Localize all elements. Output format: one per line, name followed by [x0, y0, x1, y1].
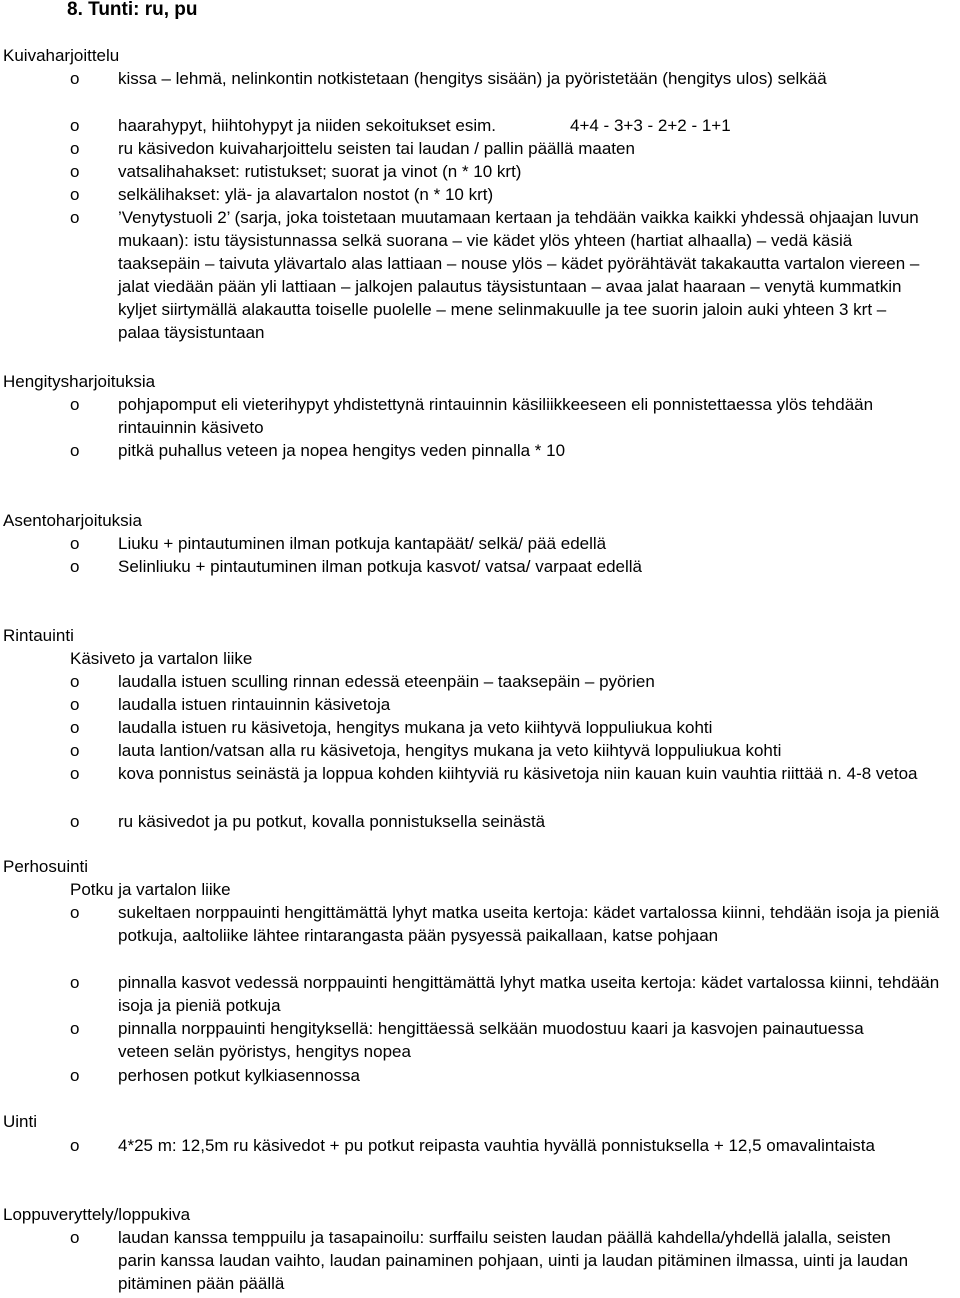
section-heading-hengitysharjoituksia: Hengitysharjoituksia — [3, 372, 156, 391]
bullet-icon: o — [70, 116, 80, 135]
bullet-icon: o — [70, 441, 80, 460]
bullet-icon: o — [70, 69, 80, 88]
section-heading-kuivaharjoittelu: Kuivaharjoittelu — [3, 46, 120, 65]
list-item-text: laudan kanssa temppuilu ja tasapainoilu: surffailu seisten laudan päällä kahdella/yhdellä jalalla, seisten parin kanssa laudan vaihto, laudan painaminen pohjaan, uinti ja laudan pitäminen ilmassa, uinti ja laudan pitäminen pään päällä — [118, 1228, 909, 1293]
section-heading-asentoharjoituksia: Asentoharjoituksia — [3, 511, 142, 530]
bullet-icon: o — [70, 973, 80, 992]
jump-sequence-text: 4+4 - 3+3 - 2+2 - 1+1 — [570, 116, 731, 135]
bullet-icon: o — [70, 1066, 80, 1085]
list-item-text: Liuku + pintautuminen ilman potkuja kantapäät/ selkä/ pää edellä — [118, 534, 607, 553]
list-item-text: laudalla istuen sculling rinnan edessä eteenpäin – taaksepäin – pyörien — [118, 672, 655, 691]
bullet-icon: o — [70, 741, 80, 760]
section-heading-uinti: Uinti — [3, 1112, 38, 1131]
bullet-icon: o — [70, 1228, 80, 1247]
list-item-text: 4*25 m: 12,5m ru käsivedot + pu potkut reipasta vauhtia hyvällä ponnistuksella + 12,5 omavalintaista — [118, 1136, 875, 1155]
list-item-text: sukeltaen norppauinti hengittämättä lyhyt matka useita kertoja: kädet vartalossa kiinni, tehdään isoja ja pieniä potkuja, aaltoliike lähtee rintarangasta pään pysyessä paikallaan, katse pohjaan — [118, 903, 940, 945]
page-title: 8. Tunti: ru, pu — [67, 0, 198, 20]
bullet-icon: o — [70, 208, 80, 227]
section-heading-loppuveryttely: Loppuveryttely/loppukiva — [3, 1205, 191, 1224]
list-item-text: selkälihakset: ylä- ja alavartalon nostot (n * 10 krt) — [118, 185, 494, 204]
list-item-text: ’Venytystuoli 2’ (sarja, joka toistetaan muutamaan kertaan ja tehdään vaikka kaikki yhdessä ohjaajan luvun mukaan): istu täysistunnassa selkä suorana – vie kädet ylös yhteen (hartiat alhaalla) – vedä käsiä taaksepäin – taivuta ylävartalo alas lattiaan – nouse ylös – kädet pyörähtävät takakautta vartalon viereen – jalat viedään pään yli lattiaan – jalkojen palautus täysistuntaan – avaa jalat haaraan – venytä kummatkin kyljet siirtymällä alakautta toiselle puolelle – mene selinmakuulle ja tee suorin jaloin auki yhteen 3 krt – palaa täysistuntaan — [118, 208, 920, 342]
bullet-icon: o — [70, 557, 80, 576]
bullet-icon: o — [70, 812, 80, 831]
list-item-text: ru käsivedot ja pu potkut, kovalla ponnistuksella seinästä — [118, 812, 546, 831]
list-item-text: pitkä puhallus veteen ja nopea hengitys veden pinnalla * 10 — [118, 441, 566, 460]
bullet-icon: o — [70, 139, 80, 158]
subheading-potku: Potku ja vartalon liike — [70, 880, 231, 899]
list-item-text: laudalla istuen ru käsivetoja, hengitys mukana ja veto kiihtyvä loppuliukua kohti — [118, 718, 713, 737]
list-item-text: pohjapomput eli vieterihypyt yhdistettynä rintauinnin käsiliikkeeseen eli ponnistettaessa ylös tehdään rintauinnin käsiveto — [118, 395, 874, 437]
list-item-text: laudalla istuen rintauinnin käsivetoja — [118, 695, 391, 714]
section-heading-rintauinti: Rintauinti — [3, 626, 74, 645]
bullet-icon: o — [70, 903, 80, 922]
bullet-icon: o — [70, 185, 80, 204]
list-item-text: pinnalla kasvot vedessä norppauinti hengittämättä lyhyt matka useita kertoja: kädet vartalossa kiinni, tehdään isoja ja pieniä potkuja — [118, 973, 940, 1015]
section-heading-perhosuinti: Perhosuinti — [3, 857, 89, 876]
bullet-icon: o — [70, 1136, 80, 1155]
list-item-text: kova ponnistus seinästä ja loppua kohden kiihtyviä ru käsivetoja niin kauan kuin vauhtia riittää n. 4-8 vetoa — [118, 764, 918, 783]
list-item-text: Selinliuku + pintautuminen ilman potkuja kasvot/ vatsa/ varpaat edellä — [118, 557, 643, 576]
list-item-text: vatsalihahakset: rutistukset; suorat ja vinot (n * 10 krt) — [118, 162, 522, 181]
bullet-icon: o — [70, 1019, 80, 1038]
list-item-text: haarahypyt, hiihtohypyt ja niiden sekoitukset esim. — [118, 116, 496, 135]
list-item-text: pinnalla norppauinti hengityksellä: hengittäessä selkään muodostuu kaari ja kasvojen painautuessa veteen selän pyöristys, hengitys nopea — [118, 1019, 864, 1061]
list-item-text: lauta lantion/vatsan alla ru käsivetoja, hengitys mukana ja veto kiihtyvä loppuliukua kohti — [118, 741, 782, 760]
bullet-icon: o — [70, 695, 80, 714]
bullet-icon: o — [70, 718, 80, 737]
list-item-text: ru käsivedon kuivaharjoittelu seisten tai laudan / pallin päällä maaten — [118, 139, 635, 158]
subheading-kasiveto: Käsiveto ja vartalon liike — [70, 649, 253, 668]
list-item-text: kissa – lehmä, nelinkontin notkistetaan (hengitys sisään) ja pyöristetään (hengitys ulos) selkää — [118, 69, 827, 88]
bullet-icon: o — [70, 764, 80, 783]
bullet-icon: o — [70, 162, 80, 181]
bullet-icon: o — [70, 672, 80, 691]
bullet-icon: o — [70, 395, 80, 414]
list-item-text: perhosen potkut kylkiasennossa — [118, 1066, 360, 1085]
bullet-icon: o — [70, 534, 80, 553]
